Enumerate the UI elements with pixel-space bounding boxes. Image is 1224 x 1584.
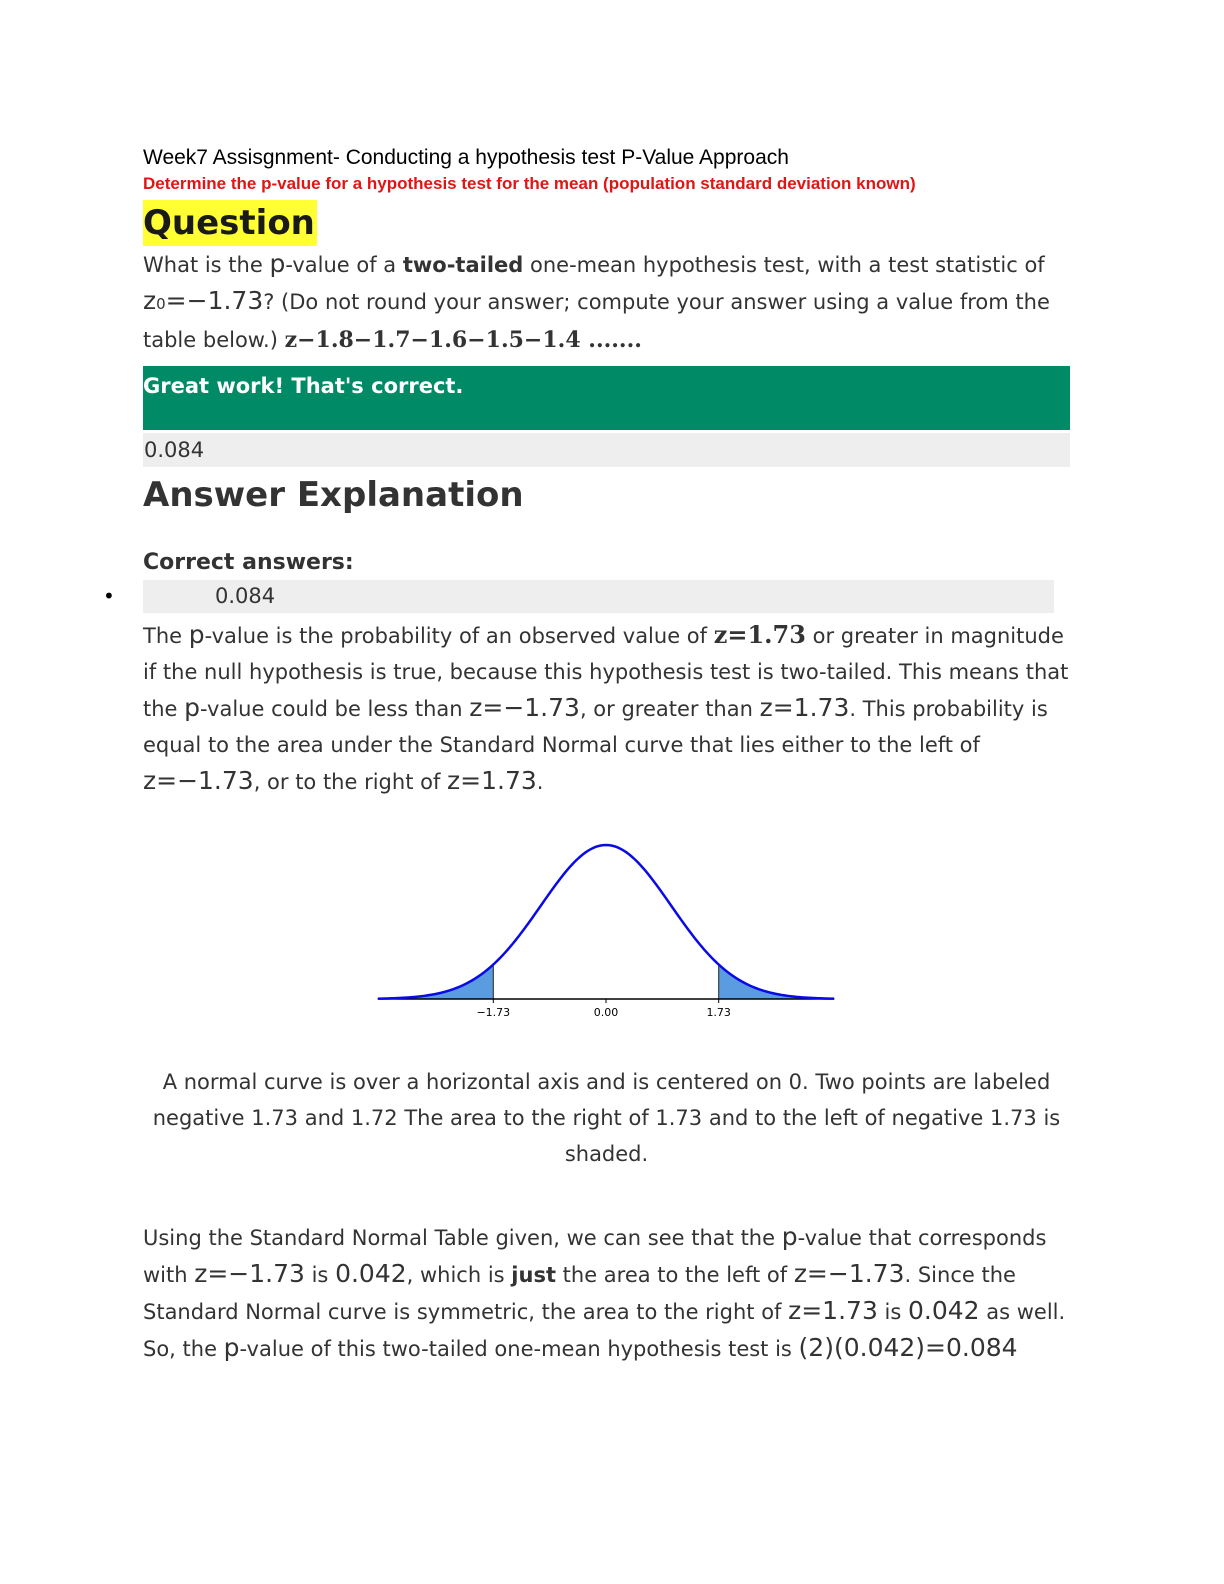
correct-answer-box bbox=[143, 580, 1054, 613]
question-heading: Question bbox=[143, 200, 317, 246]
explanation-heading: Answer Explanation bbox=[143, 475, 524, 515]
question-text: What is the p-value of a two-tailed one-mean hypothesis test, with a test statistic of z0=−1.73? (Do not round your answer; compute your answer using a value from the table below.) z−1.8−1.7−1.6−1.5−1.4 ....... bbox=[143, 249, 1050, 353]
bullet-icon: • bbox=[103, 584, 115, 608]
correct-answer-item bbox=[103, 580, 1070, 613]
figure-caption: A normal curve is over a horizontal axis and is centered on 0. Two points are labeled negative 1.73 and 1.72 The area to the right of 1.73 and to the left of negative 1.73 is shaded. bbox=[152, 1070, 1061, 1166]
final-result: (2)(0.042)=0.084 bbox=[798, 1333, 1018, 1362]
normal-curve-chart bbox=[372, 835, 842, 1025]
assignment-title: Week7 Assisgnment- Conducting a hypothesis test P-Value Approach bbox=[143, 146, 789, 169]
z-table-row: z−1.8−1.7−1.6−1.5−1.4 ....... bbox=[284, 327, 642, 353]
document-page bbox=[103, 140, 1070, 800]
x-tick-label: −1.73 bbox=[476, 1006, 511, 1019]
correct-answers-label: Correct answers: bbox=[143, 550, 354, 575]
x-tick-label: 1.73 bbox=[706, 1006, 731, 1019]
success-banner: Great work! That's correct. bbox=[143, 366, 1070, 430]
correct-answer-value: 0.084 bbox=[215, 584, 276, 608]
assignment-subtitle: Determine the p-value for a hypothesis test for the mean (population standard deviation known) bbox=[143, 174, 916, 193]
x-tick-label: 0.00 bbox=[593, 1006, 619, 1019]
explanation-paragraph: The p-value is the probability of an observed value of z=1.73 or greater in magnitude if the null hypothesis is true, because this hypothesis test is two-tailed. This means that the p-value could be less than z=−1.73, or greater than z=1.73. This probability is equal to the area under the Standard Normal curve that lies either to the left of z=−1.73, or to the right of z=1.73. bbox=[143, 620, 1069, 795]
x-axis-ticks bbox=[476, 999, 731, 1019]
conclusion-paragraph: Using the Standard Normal Table given, we can see that the p-value that corresponds with z=−1.73 is 0.042, which is just the area to the left of z=−1.73. Since the Standard Normal curve is symmetric, the area to the right of z=1.73 is 0.042 as well. So, the p-value of this two-tailed one-mean hypothesis test is (2)(0.042)=0.084 bbox=[143, 1222, 1066, 1362]
submitted-answer: 0.084 bbox=[143, 433, 1070, 467]
normal-curve-line bbox=[378, 845, 834, 999]
